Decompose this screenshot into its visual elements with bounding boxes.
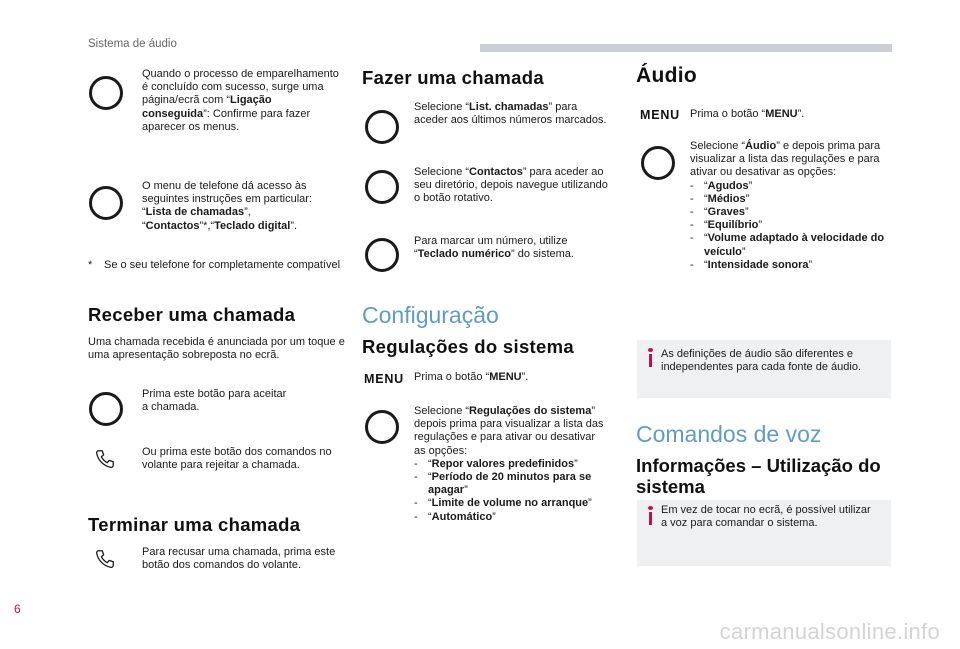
info-icon — [648, 506, 653, 525]
audio-note-text: As definições de áudio são diferentes e independentes para cada fonte de áudio. — [661, 348, 861, 374]
phone-icon — [94, 548, 116, 570]
footnote-text: Se o seu telefone for completamente compatível — [104, 259, 341, 271]
header-bar — [480, 44, 892, 52]
list-item: - “Volume adaptado à velocidade do veículo” — [690, 232, 890, 258]
system-settings-text: Selecione “Regulações do sistema” depois prima para visualizar a lista das regulações e para ativar ou desativar as opções: - “Repor valores predefinidos” - “Período de 20 minutos para se apagar” - “Limite de volume no arranque” - “Automático” — [414, 405, 609, 524]
rotary-knob-icon — [641, 146, 675, 180]
watermark: carmanualsonline.info — [719, 619, 940, 644]
audio-options-list — [690, 180, 890, 272]
list-item: - “Período de 20 minutos para se apagar” — [414, 471, 609, 497]
menu-button-icon: MENU — [640, 108, 681, 122]
rotary-knob-icon — [365, 170, 399, 204]
voice-note-text: Em vez de tocar no ecrã, é possível utilizar a voz para comandar o sistema. — [661, 504, 871, 530]
phone-icon — [94, 448, 116, 470]
contacts-text: Selecione “Contactos” para aceder ao seu diretório, depois navegue utilizando o botão rotativo. — [414, 166, 608, 205]
system-options-list — [414, 458, 609, 524]
list-item: - “Agudos” — [690, 180, 890, 193]
list-item: - “Equilíbrio” — [690, 219, 890, 232]
rotary-knob-icon — [89, 186, 123, 220]
section-title: Sistema de áudio — [88, 38, 177, 50]
press-menu-text: Prima o botão “MENU”. — [690, 108, 805, 120]
press-menu-text: Prima o botão “MENU”. — [414, 371, 529, 383]
rotary-knob-icon — [365, 110, 399, 144]
rotary-knob-icon — [365, 238, 399, 272]
end-call-heading: Terminar uma chamada — [88, 514, 301, 535]
reject-call-text: Ou prima este botão dos comandos no volante para rejeitar a chamada. — [142, 446, 332, 472]
menu-button-icon: MENU — [364, 372, 405, 386]
make-call-heading: Fazer uma chamada — [362, 67, 544, 88]
voice-info-heading: Informações – Utilização do sistema — [636, 455, 881, 497]
accept-call-text: Prima este botão para aceitar a chamada. — [142, 388, 287, 414]
list-item: - “Automático” — [414, 511, 609, 524]
list-item: - “Limite de volume no arranque” — [414, 497, 609, 510]
voice-note-box — [637, 500, 891, 566]
page-number: 6 — [14, 602, 21, 616]
rotary-knob-icon — [365, 410, 399, 444]
rotary-knob-icon — [89, 392, 123, 426]
list-item: - “Graves” — [690, 206, 890, 219]
end-call-text: Para recusar uma chamada, prima este botão dos comandos do volante. — [142, 546, 336, 572]
call-list-text: Selecione “List. chamadas” para aceder aos últimos números marcados. — [414, 101, 607, 127]
info-icon — [648, 348, 653, 367]
configuration-heading: Configuração — [362, 302, 499, 328]
audio-settings-text: Selecione “Áudio” e depois prima para visualizar a lista das regulações e para ativar ou desativar as opções: - “Agudos” - “Médios” - “Graves” - “Equilíbrio” - “Volume adaptado à velocidade do veículo” - “Intensidade sonora” — [690, 140, 890, 272]
list-item: - “Repor valores predefinidos” — [414, 458, 609, 471]
list-item: - “Intensidade sonora” — [690, 259, 890, 272]
audio-heading: Áudio — [636, 64, 697, 87]
system-settings-heading: Regulações do sistema — [362, 336, 574, 357]
phone-menu-text: O menu de telefone dá acesso às seguintes instruções em particular: “Lista de chamadas”, “Contactos”*,“Teclado digital”. — [142, 180, 312, 232]
dial-text: Para marcar um número, utilize “Teclado numérico” do sistema. — [414, 235, 574, 261]
list-item: - “Médios” — [690, 193, 890, 206]
voice-commands-heading: Comandos de voz — [636, 421, 822, 447]
footnote-mark: * — [88, 259, 93, 271]
pairing-text: Quando o processo de emparelhamento é concluído com sucesso, surge uma página/ecrã com “Ligação conseguida”: Confirme para fazer aparecer os menus. — [142, 68, 339, 133]
audio-note-box — [637, 340, 891, 398]
rotary-knob-icon — [89, 76, 123, 110]
receive-call-text: Uma chamada recebida é anunciada por um toque e uma apresentação sobreposta no ecrã. — [88, 336, 345, 362]
receive-call-heading: Receber uma chamada — [88, 304, 296, 325]
